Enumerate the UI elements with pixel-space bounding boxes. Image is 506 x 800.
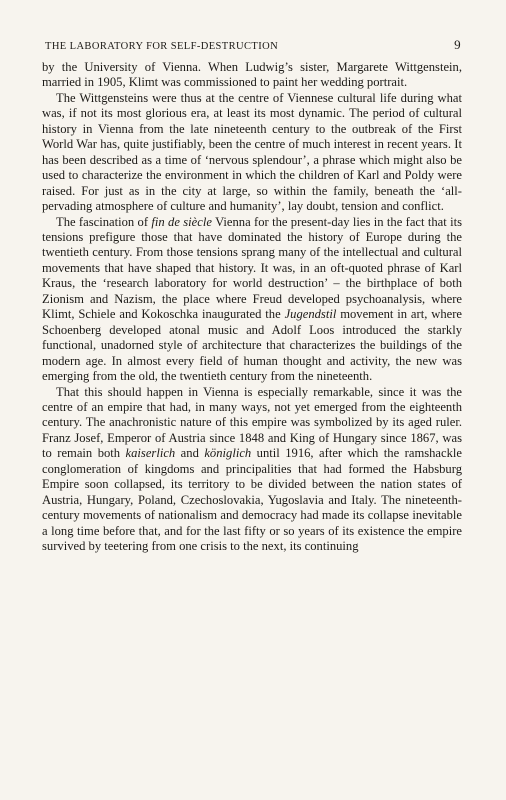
text-run: and (175, 446, 205, 461)
running-title: THE LABORATORY FOR SELF-DESTRUCTION (45, 41, 279, 52)
page-number: 9 (454, 37, 461, 52)
text-run: until 1916, after which the ramshackle conglomeration of kingdoms and principalities that had formed the Habsburg Empire soon collapsed, its territory to be divided between the nation states of Austria, Hungary, Poland, Czechoslovakia, Yugoslavia and Italy. The nineteenth-century movements of nationalism and democracy had made its collapse inevitable a long time before that, and for the last fifty or so years of its existence the empire survived by teetering from one crisis to the next, its continuing (42, 446, 462, 554)
text-run: The Wittgensteins were thus at the centre of Viennese cultural life during what was, if not its most glorious era, at least its most dynamic. The period of cultural history in Vienna from the late nineteenth century to the outbreak of the First World War has, quite justifiably, been the centre of much interest in recent years. It has been described as a time of ‘nervous splendour’, a phrase which might also be used to characterize the environment in which the children of Karl and Poldy were raised. For just as in the city at large, so within the family, beneath the ‘all-pervading atmosphere of culture and humanity’, lay doubt, tension and conflict. (42, 90, 462, 214)
body-text (42, 60, 462, 555)
paragraph (42, 60, 462, 91)
running-head (45, 37, 461, 53)
italic-run: königlich (204, 446, 252, 461)
paragraph (42, 385, 462, 555)
text-run: That this should happen in Vienna is especially remarkable, since it was the centre of an empire that had, in many ways, not yet emerged from the eighteenth century. The anachronistic nature of this empire was symbolized by its aged ruler. Franz Josef, Emperor of Austria since 1848 and King of Hungary since 1867, was to remain both (42, 384, 462, 461)
italic-run: fin de siècle (151, 214, 212, 229)
text-run: by the University of Vienna. When Ludwig’s sister, Margarete Wittgenstein, married in 1905, Klimt was commissioned to paint her wedding portrait. (42, 60, 462, 90)
text-run: Vienna for the present-day lies in the fact that its tensions prefigure those that have dominated the history of Europe during the twentieth century. From those tensions sprang many of the intellectual and cultural movements that have shaped that history. It was, in an oft-quoted phrase of Karl Kraus, the ‘research laboratory for world destruction’ – the birthplace of both Zionism and Nazism, the place where Freud developed psychoanalysis, where Klimt, Schiele and Kokoschka inaugurated the (42, 214, 462, 322)
paragraph (42, 215, 462, 385)
text-run: The fascination of (56, 214, 152, 229)
italic-run: Jugendstil (284, 307, 337, 322)
paragraph (42, 91, 462, 215)
text-run: movement in art, where Schoenberg developed atonal music and Adolf Loos introduced the starkly functional, unadorned style of architecture that characterizes the buildings of the modern age. In almost every field of human thought and activity, the new was emerging from the old, the twentieth century from the nineteenth. (42, 307, 462, 384)
italic-run: kaiserlich (125, 446, 176, 461)
